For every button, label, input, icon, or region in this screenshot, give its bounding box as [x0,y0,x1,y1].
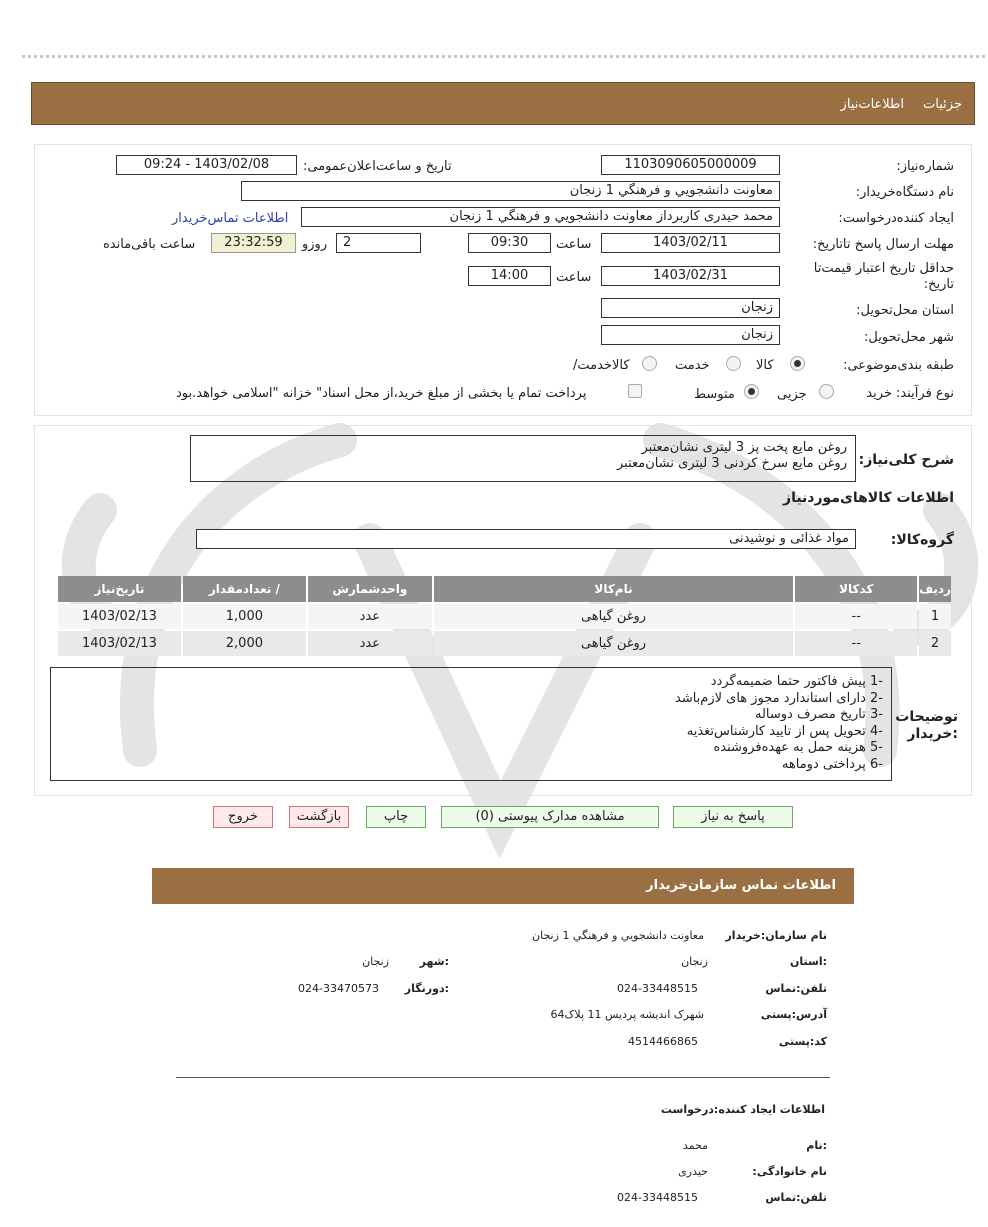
buyer-notes-label-1: توضیحات [895,709,958,725]
announce-date-field: 1403/02/08 - 09:24 [116,155,297,175]
reply-button[interactable]: پاسخ به نیاز [673,806,793,828]
deadline-time-field: 09:30 [468,233,551,253]
days-field: 2 [336,233,421,253]
tab-details[interactable]: جزئیات [923,97,962,112]
table-row [58,604,951,629]
cell-name: روغن گیاهی [434,631,794,656]
creator-label: ایجاد کننده‌درخواست: [838,211,954,226]
creator-info-title: اطلاعات ایجاد کننده:درخواست [660,1103,825,1116]
goods-group-field: مواد غذائی و نوشيدنی [196,529,856,549]
col-date: تاریخ‌نیاز [58,576,181,602]
print-button[interactable]: چاپ [366,806,426,828]
creator-phone-value: 024-33448515 [617,1191,698,1204]
contact-divider [176,1077,830,1078]
view-documents-button[interactable]: مشاهده مدارک پیوستی (0) [441,806,659,828]
contact-province-value: زنجان [681,955,708,968]
delivery-city-label: شهر محل‌تحویل: [864,330,954,345]
process-medium-radio[interactable] [744,384,759,399]
cell-name: روغن گیاهی [434,604,794,629]
summary-label: شرح کلی‌نیاز: [858,452,954,468]
top-dotted-divider [22,55,985,58]
deadline-label: مهلت ارسال پاسخ تا‌تاریخ: [812,237,954,252]
note-line: -2 دارای استاندارد مجوز های لازم‌باشد [675,690,883,706]
summary-box [190,435,856,482]
exit-button[interactable]: خروج [213,806,273,828]
goods-table-header [58,576,951,602]
col-quantity: / تعدادمقدار [183,576,306,602]
contact-org-label: نام سازمان:خریدار [725,929,827,942]
buyer-notes-box [50,667,892,781]
delivery-province-label: استان محل‌تحویل: [856,303,954,318]
cell-row: 2 [919,631,951,656]
contact-address-value: شهرک انديشه پرديس 11 پلاک64 [550,1008,704,1021]
category-label: طبقه بندی‌موضوعی: [843,358,954,373]
process-medium-label: متوسط [694,387,735,402]
buyer-org-label: نام دستگاه‌خریدار: [855,185,954,200]
category-goods-radio[interactable] [790,356,805,371]
summary-line-1: روغن مايع پخت پز 3 ليتری نشان‌معتبر [641,440,847,455]
category-service-radio[interactable] [726,356,741,371]
goods-info-heading: اطلاعات کالاهای‌موردنیاز [783,490,954,506]
announce-date-label: تاریخ و ساعت‌اعلان‌عمومی: [303,159,452,174]
creator-family-value: حيدری [678,1165,708,1178]
need-number-field: 1103090605000009 [601,155,780,175]
contact-phone-label: تلفن:تماس [765,982,827,995]
buyer-org-field: معاونت دانشجويي و فرهنگي 1 زنجان [241,181,780,201]
category-goods-label: کالا [756,358,774,373]
price-validity-time-field: 14:00 [468,266,551,286]
cell-code: -- [795,631,917,656]
price-validity-time-label: ساعت [556,270,592,285]
creator-name-label: :نام [806,1139,827,1152]
process-minor-label: جزیی [777,387,807,402]
summary-line-2: روغن مايع سرخ کردنی 3 ليتری نشان‌معتبر [617,456,847,471]
note-line: -5 هزينه حمل به عهده‌فروشنده [713,740,883,756]
note-line: -4 تحويل پس از تاييد کارشناس‌تغذيه [686,723,883,739]
cell-unit: عدد [308,604,432,629]
creator-family-label: نام خانوادگی: [752,1165,827,1178]
contact-address-label: آدرس:پستی [760,1008,827,1021]
buyer-notes-label-2: :خریدار [907,726,958,742]
table-row [58,631,951,656]
goods-group-label: گروه‌کالا: [890,532,954,548]
deadline-date-field: 1403/02/11 [601,233,780,253]
col-code: کدکالا [795,576,917,602]
delivery-city-field: زنجان [601,325,780,345]
contact-org-value: معاونت دانشجويي و فرهنگي 1 زنجان [532,929,704,942]
process-type-label: نوع فرآیند: خرید [866,386,954,401]
price-validity-date-field: 1403/02/31 [601,266,780,286]
cell-row: 1 [919,604,951,629]
creator-field: محمد حيدری کاربرداز معاونت دانشجويي و فرهنگي 1 زنجان [301,207,780,227]
category-service-label: خدمت [675,358,710,373]
treasury-payment-checkbox[interactable] [628,384,642,398]
header-bar [31,82,975,125]
category-goods-service-radio[interactable] [642,356,657,371]
cell-date: 1403/02/13 [58,631,181,656]
note-line: -3 تاريخ مصرف دوساله [755,707,883,723]
cell-unit: عدد [308,631,432,656]
contact-phone-value: 024-33448515 [617,982,698,995]
goods-table [56,574,953,658]
contact-city-value: زنجان [362,955,389,968]
deadline-time-label: ساعت [556,237,592,252]
delivery-province-field: زنجان [601,298,780,318]
tab-need-info[interactable]: اطلاعات‌نیاز [840,97,904,112]
need-number-label: شماره‌نیاز: [896,159,954,174]
days-label: روزو [302,237,328,252]
col-unit: واحدشمارش [308,576,432,602]
contact-city-label: :شهر [419,955,449,968]
contact-fax-value: 024-33470573 [298,982,379,995]
back-button[interactable]: بازگشت [289,806,349,828]
remaining-timer: 23:32:59 [211,233,296,253]
cell-quantity: 1,000 [183,604,306,629]
cell-quantity: 2,000 [183,631,306,656]
treasury-payment-note: پرداخت تمام یا بخشی از مبلغ خرید،از محل اسناد" خزانه "اسلامی خواهد.بود [176,386,587,401]
contact-header-bar [152,868,854,904]
contact-fax-label: :دورنگار [404,982,449,995]
note-line: -1 پيش فاکتور حتما ضميمه‌گردد [710,674,883,689]
price-validity-label: حداقل تاریخ اعتبار قیمت‌تا تاریخ: [813,261,954,292]
contact-postal-label: کد:پستی [778,1035,827,1048]
category-goods-service-label: کالا‌خدمت/ [573,358,630,373]
remaining-label: ساعت باقی‌مانده [103,237,196,252]
col-row: ردیف [919,576,951,602]
buyer-contact-link[interactable]: اطلاعات تماس‌خریدار [172,211,289,226]
col-name: نام‌کالا [434,576,794,602]
process-minor-radio[interactable] [819,384,834,399]
contact-postal-value: 4514466865 [628,1035,698,1048]
creator-phone-label: تلفن:تماس [765,1191,827,1204]
cell-code: -- [795,604,917,629]
cell-date: 1403/02/13 [58,604,181,629]
creator-name-value: محمد [682,1139,708,1152]
contact-title: اطلاعات تماس سازمان‌خریدار [646,878,836,893]
contact-province-label: :استان [790,955,827,968]
note-line: -6 پرداختی دوماهه [781,756,883,772]
